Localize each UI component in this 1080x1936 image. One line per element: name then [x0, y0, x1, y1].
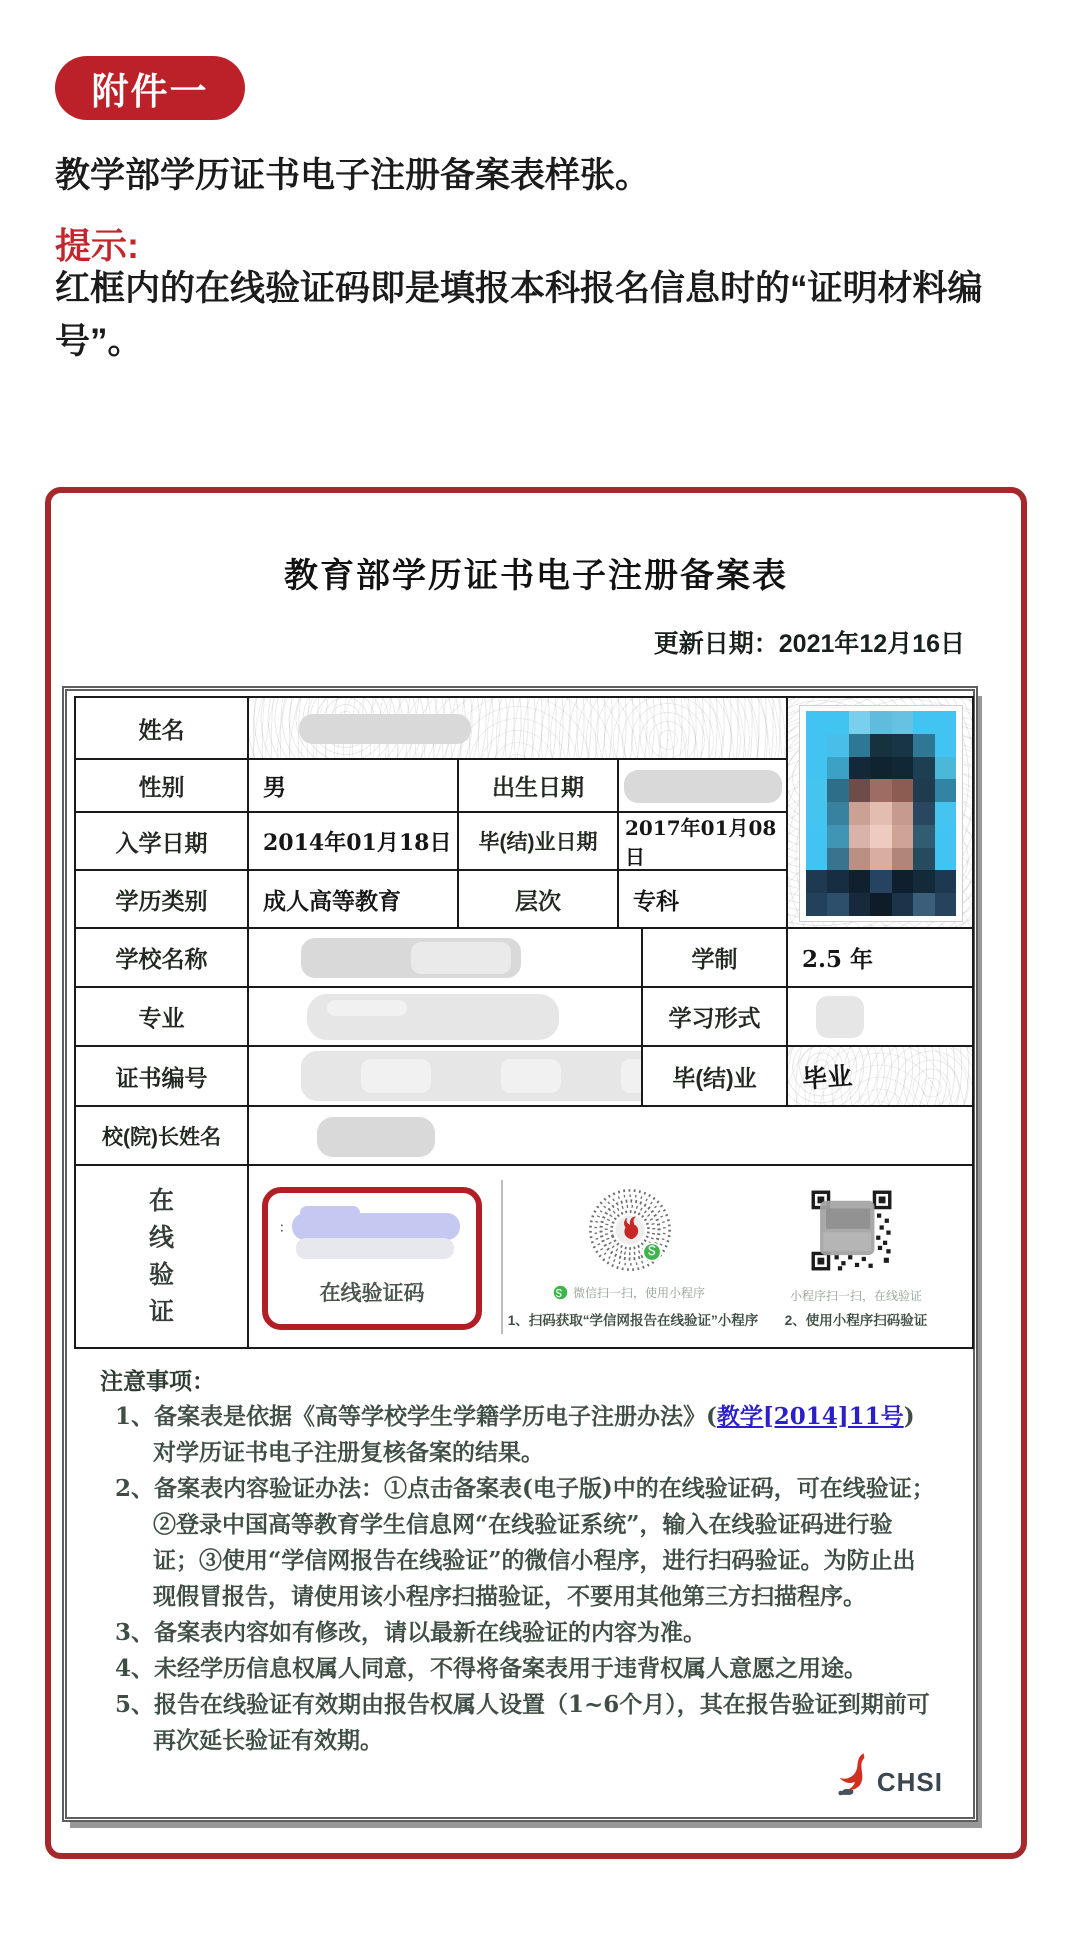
birth-date-value-cell [619, 760, 788, 813]
wechat-qr-code-icon [586, 1186, 674, 1274]
study-form-label: 学习形式 [643, 988, 788, 1047]
certificate-table [74, 696, 974, 1349]
verify-code-box[interactable] [262, 1187, 482, 1330]
mini-program-green-icon [553, 1285, 568, 1300]
qr-step1: 1、扫码获取“学信网报告在线验证”小程序 [507, 1313, 759, 1328]
redacted-study-form [816, 996, 864, 1038]
table-row [76, 698, 788, 760]
chsi-logo [835, 1751, 943, 1797]
redacted-verify-code-line2 [296, 1238, 454, 1259]
graduate-status-value: 毕业 [788, 1047, 974, 1107]
major-value-cell [249, 988, 643, 1047]
note-item-3: 3、备案表内容如有修改，请以最新在线验证的内容为准。 [115, 1619, 707, 1646]
table-row [76, 871, 788, 929]
name-value-cell [249, 698, 788, 760]
president-name-label: 校(院)长姓名 [76, 1107, 249, 1166]
verify-code-caption: 在线验证码 [319, 1280, 425, 1305]
mini-qr-code-icon [809, 1188, 894, 1273]
table-row [76, 1047, 974, 1107]
note-item-1: 1、备案表是依据《高等学校学生学籍学历电子注册办法》(教学[2014]11号)对学历证书电子注册复核备案的结果。 [115, 1403, 915, 1466]
photo-cell [788, 698, 974, 929]
tip-text: 红框内的在线验证码即是填报本科报名信息时的“证明材料编号”。 [55, 269, 983, 361]
tip-label: 提示: [55, 225, 139, 266]
level-value: 专科 [619, 871, 788, 929]
chsi-logo-text: CHSI [876, 1767, 943, 1797]
chsi-bird-logo-icon [835, 1751, 873, 1797]
category-label: 学历类别 [76, 871, 249, 929]
redacted-president-name [317, 1117, 435, 1157]
level-label: 层次 [459, 871, 619, 929]
regulation-doc-link[interactable]: 教学[2014]11号 [716, 1403, 904, 1430]
online-verify-content [249, 1166, 974, 1349]
update-date: 更新日期：2021年12月16日 [653, 630, 965, 658]
certificate-box [62, 686, 978, 1822]
mini-qr-hint: 小程序扫一扫，在线验证 [789, 1289, 922, 1303]
notes-list [115, 1399, 935, 1759]
qr-step2: 2、使用小程序扫码验证 [784, 1313, 928, 1328]
name-label: 姓名 [76, 698, 249, 760]
redaction-colon: ∶ [280, 1220, 284, 1236]
note-item-5: 5、报告在线验证有效期由报告权属人设置（1~6个月），其在报告验证到期前可再次延长验证有效期。 [115, 1691, 930, 1754]
certificate-number-label: 证书编号 [76, 1047, 249, 1107]
enroll-date-value: 2014年01月18日 [249, 813, 459, 871]
duration-value: 2.5 年 [788, 929, 974, 988]
certificate-number-value-cell [249, 1047, 643, 1107]
table-row [76, 813, 788, 871]
redacted-name-value [299, 714, 471, 744]
redacted-verify-code [292, 1213, 460, 1240]
table-row [76, 1166, 974, 1349]
table-row [76, 988, 974, 1047]
graduate-status-label: 毕(结)业 [643, 1047, 788, 1107]
table-row [76, 929, 974, 988]
president-name-value-cell [249, 1107, 974, 1166]
online-verify-label: 在线验证 [148, 1186, 174, 1326]
school-name-label: 学校名称 [76, 929, 249, 988]
graduate-date-label: 毕(结)业日期 [459, 813, 619, 871]
wechat-hint: 微信扫一扫，使用小程序 [539, 1284, 719, 1301]
redacted-certificate-number [301, 1051, 643, 1101]
note-item-2: 2、备案表内容验证办法：①点击备案表(电子版)中的在线验证码，可在线验证；②登录中国高等教育学生信息网“在线验证系统”，输入在线验证码进行验证；③使用“学信网报告在线验证”的微信小程序，进行扫码验证。为防止出现假冒报告，请使用该小程序扫描验证，不要用其他第三方扫描程序。 [115, 1475, 935, 1610]
redacted-school-name [301, 938, 521, 978]
online-verify-label-cell [76, 1166, 249, 1349]
school-name-value-cell [249, 929, 643, 988]
duration-label: 学制 [643, 929, 788, 988]
table-row [76, 1107, 974, 1166]
notes-heading: 注意事项： [100, 1368, 215, 1395]
gender-value: 男 [249, 760, 459, 813]
attachment-badge-label: 附件一 [91, 71, 209, 112]
attachment-badge [55, 56, 245, 120]
gender-label: 性别 [76, 760, 249, 813]
photo-mosaic [806, 711, 956, 916]
enroll-date-label: 入学日期 [76, 813, 249, 871]
intro-text: 教学部学历证书电子注册备案表样张。 [55, 156, 651, 195]
category-value: 成人高等教育 [249, 871, 459, 929]
graduate-date-value: 2017年01月08日 [619, 813, 788, 871]
student-photo [800, 706, 962, 921]
major-label: 专业 [76, 988, 249, 1047]
birth-date-label: 出生日期 [459, 760, 619, 813]
redacted-birth-date [624, 770, 782, 803]
note-item-4: 4、未经学历信息权属人同意，不得将备案表用于违背权属人意愿之用途。 [115, 1655, 868, 1682]
redacted-major [307, 994, 559, 1040]
study-form-value-cell [788, 988, 974, 1047]
certificate-title: 教育部学历证书电子注册备案表 [284, 557, 788, 595]
table-row [76, 760, 788, 813]
